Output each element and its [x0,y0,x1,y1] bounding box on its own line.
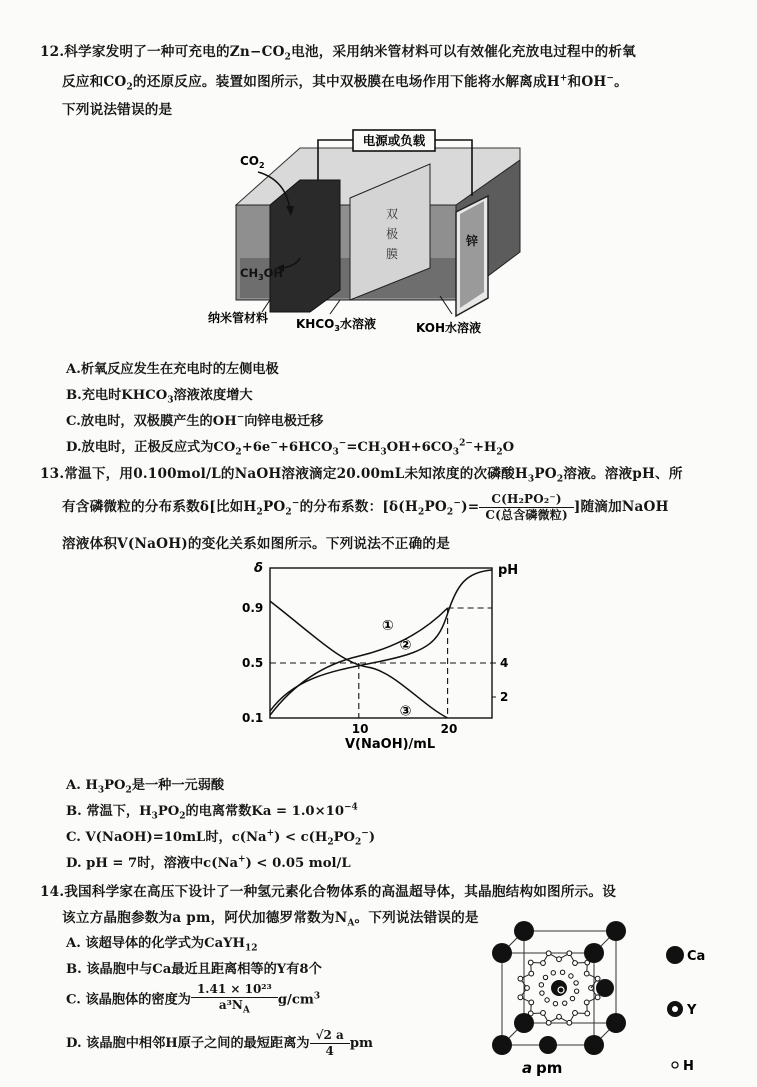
ca-atom-corner-5 [606,921,626,941]
nano-label: 纳米管材料 [208,311,269,325]
q14-option-a: A. 该超导体的化学式为CaYH$_{12}$ [66,936,258,954]
h-atom-4 [573,1011,578,1016]
h-atom-16 [541,961,546,966]
q13-option-a: A. $H_3PO_2$是一种一元弱酸 [66,778,225,796]
membrane-label-1: 双 [385,207,399,221]
y-left-tick-0.5: 0.5 [242,656,264,670]
q14-option-b: B. 该晶胞中与Ca最近且距离相等的Y有8个 [66,962,322,977]
q12-line-3: 下列说法错误的是 [62,102,173,118]
x-tick-20: 20 [440,722,458,736]
q13-line-2: 有含磷微粒的分布系数δ[比如$H_2PO_2^-$的分布系数：[$\delta(H_2PO_2^-)=$ $\frac{\text{C(H₂PO₂⁻)}}{\text{C(总含磷微粒)}}$ ]随滴加NaOH [62,492,669,522]
legend-y-label: Y [687,1003,697,1018]
khco3-leader [330,300,340,314]
h-atom-3 [585,1011,590,1016]
h-atom-inner-2 [563,1001,567,1005]
x-axis-label: V(NaOH)/mL [345,737,436,752]
distribution-fraction: $\frac{\text{C(H₂PO₂⁻)}}{\text{C(总含磷微粒)}}$ [479,492,574,523]
q13-line-3: 溶液体积V(NaOH)的变化关系如图所示。下列说法不正确的是 [62,536,450,552]
h-atom-inner-8 [551,971,555,975]
q12-option-a: A.析氧反应发生在充电时的左侧电极 [66,362,279,377]
y-left-tick-0.9: 0.9 [242,601,264,615]
legend-y-marker-hole [672,1006,678,1012]
h-atom-12 [525,986,530,991]
h-atom-15 [528,960,533,965]
co2-label: $CO_2$ [240,154,265,170]
y-right-tick-4: 4 [500,656,509,670]
koh-label: KOH水溶液 [416,321,482,335]
nanotube-electrode [270,180,340,312]
h-atom-1 [595,995,600,1000]
q13-option-b: B. 常温下，$H_3PO_2$的电离常数$Ka = 1.0\times 10^{-4}$ [66,802,358,822]
series-2-line [270,570,492,711]
h-atom-inner-7 [543,975,547,979]
curve-label-1: ① [381,618,394,634]
q12-line-2: 反应和$CO_2$的还原反应。装置如图所示，其中双极膜在电场作用下能将水解离成H+和OH−。 [62,73,628,93]
membrane-label-2: 极 [385,227,399,241]
h-atom-20 [573,961,578,966]
y-right-label: pH [498,563,519,578]
h-atom-inner-5 [540,991,544,995]
h-atom-inner-3 [553,1001,557,1005]
q12-option-c: C.放电时，双极膜产生的OH−向锌电极迁移 [66,412,324,429]
h-atom-2 [584,1000,589,1005]
legend-ca-label: Ca [687,949,706,964]
face-atom-1 [596,979,614,997]
h-atom-5 [567,1020,572,1025]
ca-atom-corner-6 [514,1013,534,1033]
y-left-label: δ [254,561,263,576]
curve-label-2: ② [399,637,412,654]
ch3oh-label: $CH_3OH$ [240,266,284,282]
q12-line-1: 12.科学家发明了一种可充电的$Zn-CO_2$电池，采用纳米管材料可以有效催化充放电过程中的析氧 [40,44,636,63]
h-atom-23 [595,976,600,981]
q13-line-1: 13.常温下，用0.100mol/L的NaOH溶液滴定20.00mL未知浓度的次磷酸$H_3PO_2$溶液。溶液pH、所 [40,466,683,485]
ca-atom-corner-0 [492,943,512,963]
ca-atom-corner-4 [514,921,534,941]
h-atom-inner-11 [574,981,578,985]
legend-h-marker [672,1062,678,1068]
q14-option-c: C. 该晶胞体的密度为 $\frac{\text{1.41 × 10²³}}{a^3N_A}$ $g/cm^3$ [66,982,320,1018]
titration-chart [230,558,550,768]
zinc-label: 锌 [465,234,479,248]
curve-label-3: ③ [399,703,412,720]
q12-option-b: B.充电时$KHCO_3$溶液浓度增大 [66,388,253,406]
q14-line-1: 14.我国科学家在高压下设计了一种氢元素化合物体系的高温超导体，其晶胞结构如图所示。设 [40,884,616,900]
plot-frame [270,568,492,718]
h-atom-14 [529,971,534,976]
h-atom-inner-9 [560,970,564,974]
h-atom-8 [541,1011,546,1016]
ca-atom-corner-2 [492,1035,512,1055]
series-3-line [270,601,448,718]
ca-atom-corner-7 [606,1013,626,1033]
h-atom-6 [557,1014,562,1019]
cell-label-a: a [522,1059,533,1077]
q14-line-2: 该立方晶胞参数为a pm，阿伏加德罗常数为$N_A$。下列说法错误的是 [62,910,479,929]
h-atom-10 [529,1000,534,1005]
h-atom-inner-6 [539,983,543,987]
cell-label-unit: pm [536,1059,563,1077]
y-left-tick-0.1: 0.1 [242,711,264,725]
h-atom-inner-10 [569,974,573,978]
crystal-cell-diagram [480,925,750,1085]
q13-option-c: C. V(NaOH)=10mL时，$c(Na^+) < c(H_2PO_2^-)$ [66,828,376,848]
legend-ca-marker [666,946,684,964]
x-tick-10: 10 [351,722,369,736]
h-atom-19 [567,951,572,956]
density-fraction: $\frac{\text{1.41 × 10²³}}{a^3N_A}$ [191,982,278,1018]
ca-atom-corner-1 [584,943,604,963]
h-atom-11 [518,995,523,1000]
q13-option-d: D. pH = 7时，溶液中c(Na+) < 0.05 mol/L [66,854,351,871]
khco3-label: $KHCO_3$水溶液 [296,317,376,333]
h-atom-22 [584,971,589,976]
h-atom-18 [557,957,562,962]
h-atom-13 [518,976,523,981]
y-right-tick-2: 2 [500,690,509,704]
zinc-electrode-inner [460,201,484,308]
h-atom-inner-4 [545,998,549,1002]
q14-option-d: D. 该晶胞中相邻H原子之间的最短距离为 $\frac{√2 a}{4}$ pm [66,1028,373,1058]
face-atom-0 [539,1036,557,1054]
q12-option-d: D.放电时，正极反应式为$CO_2+6e^-+6HCO_3^-=CH_3OH+6CO_3^{2-}+H_2O$ [66,438,515,458]
power-label: 电源或负载 [362,133,426,148]
ca-atom-corner-3 [584,1035,604,1055]
legend-h-label: H [683,1059,694,1074]
membrane-label-3: 膜 [385,247,399,261]
h-atom-inner-0 [574,989,578,993]
distance-fraction: $\frac{√2 a}{4}$ [310,1028,350,1059]
h-atom-17 [546,951,551,956]
h-atom-inner-1 [570,996,574,1000]
h-atom-7 [546,1020,551,1025]
